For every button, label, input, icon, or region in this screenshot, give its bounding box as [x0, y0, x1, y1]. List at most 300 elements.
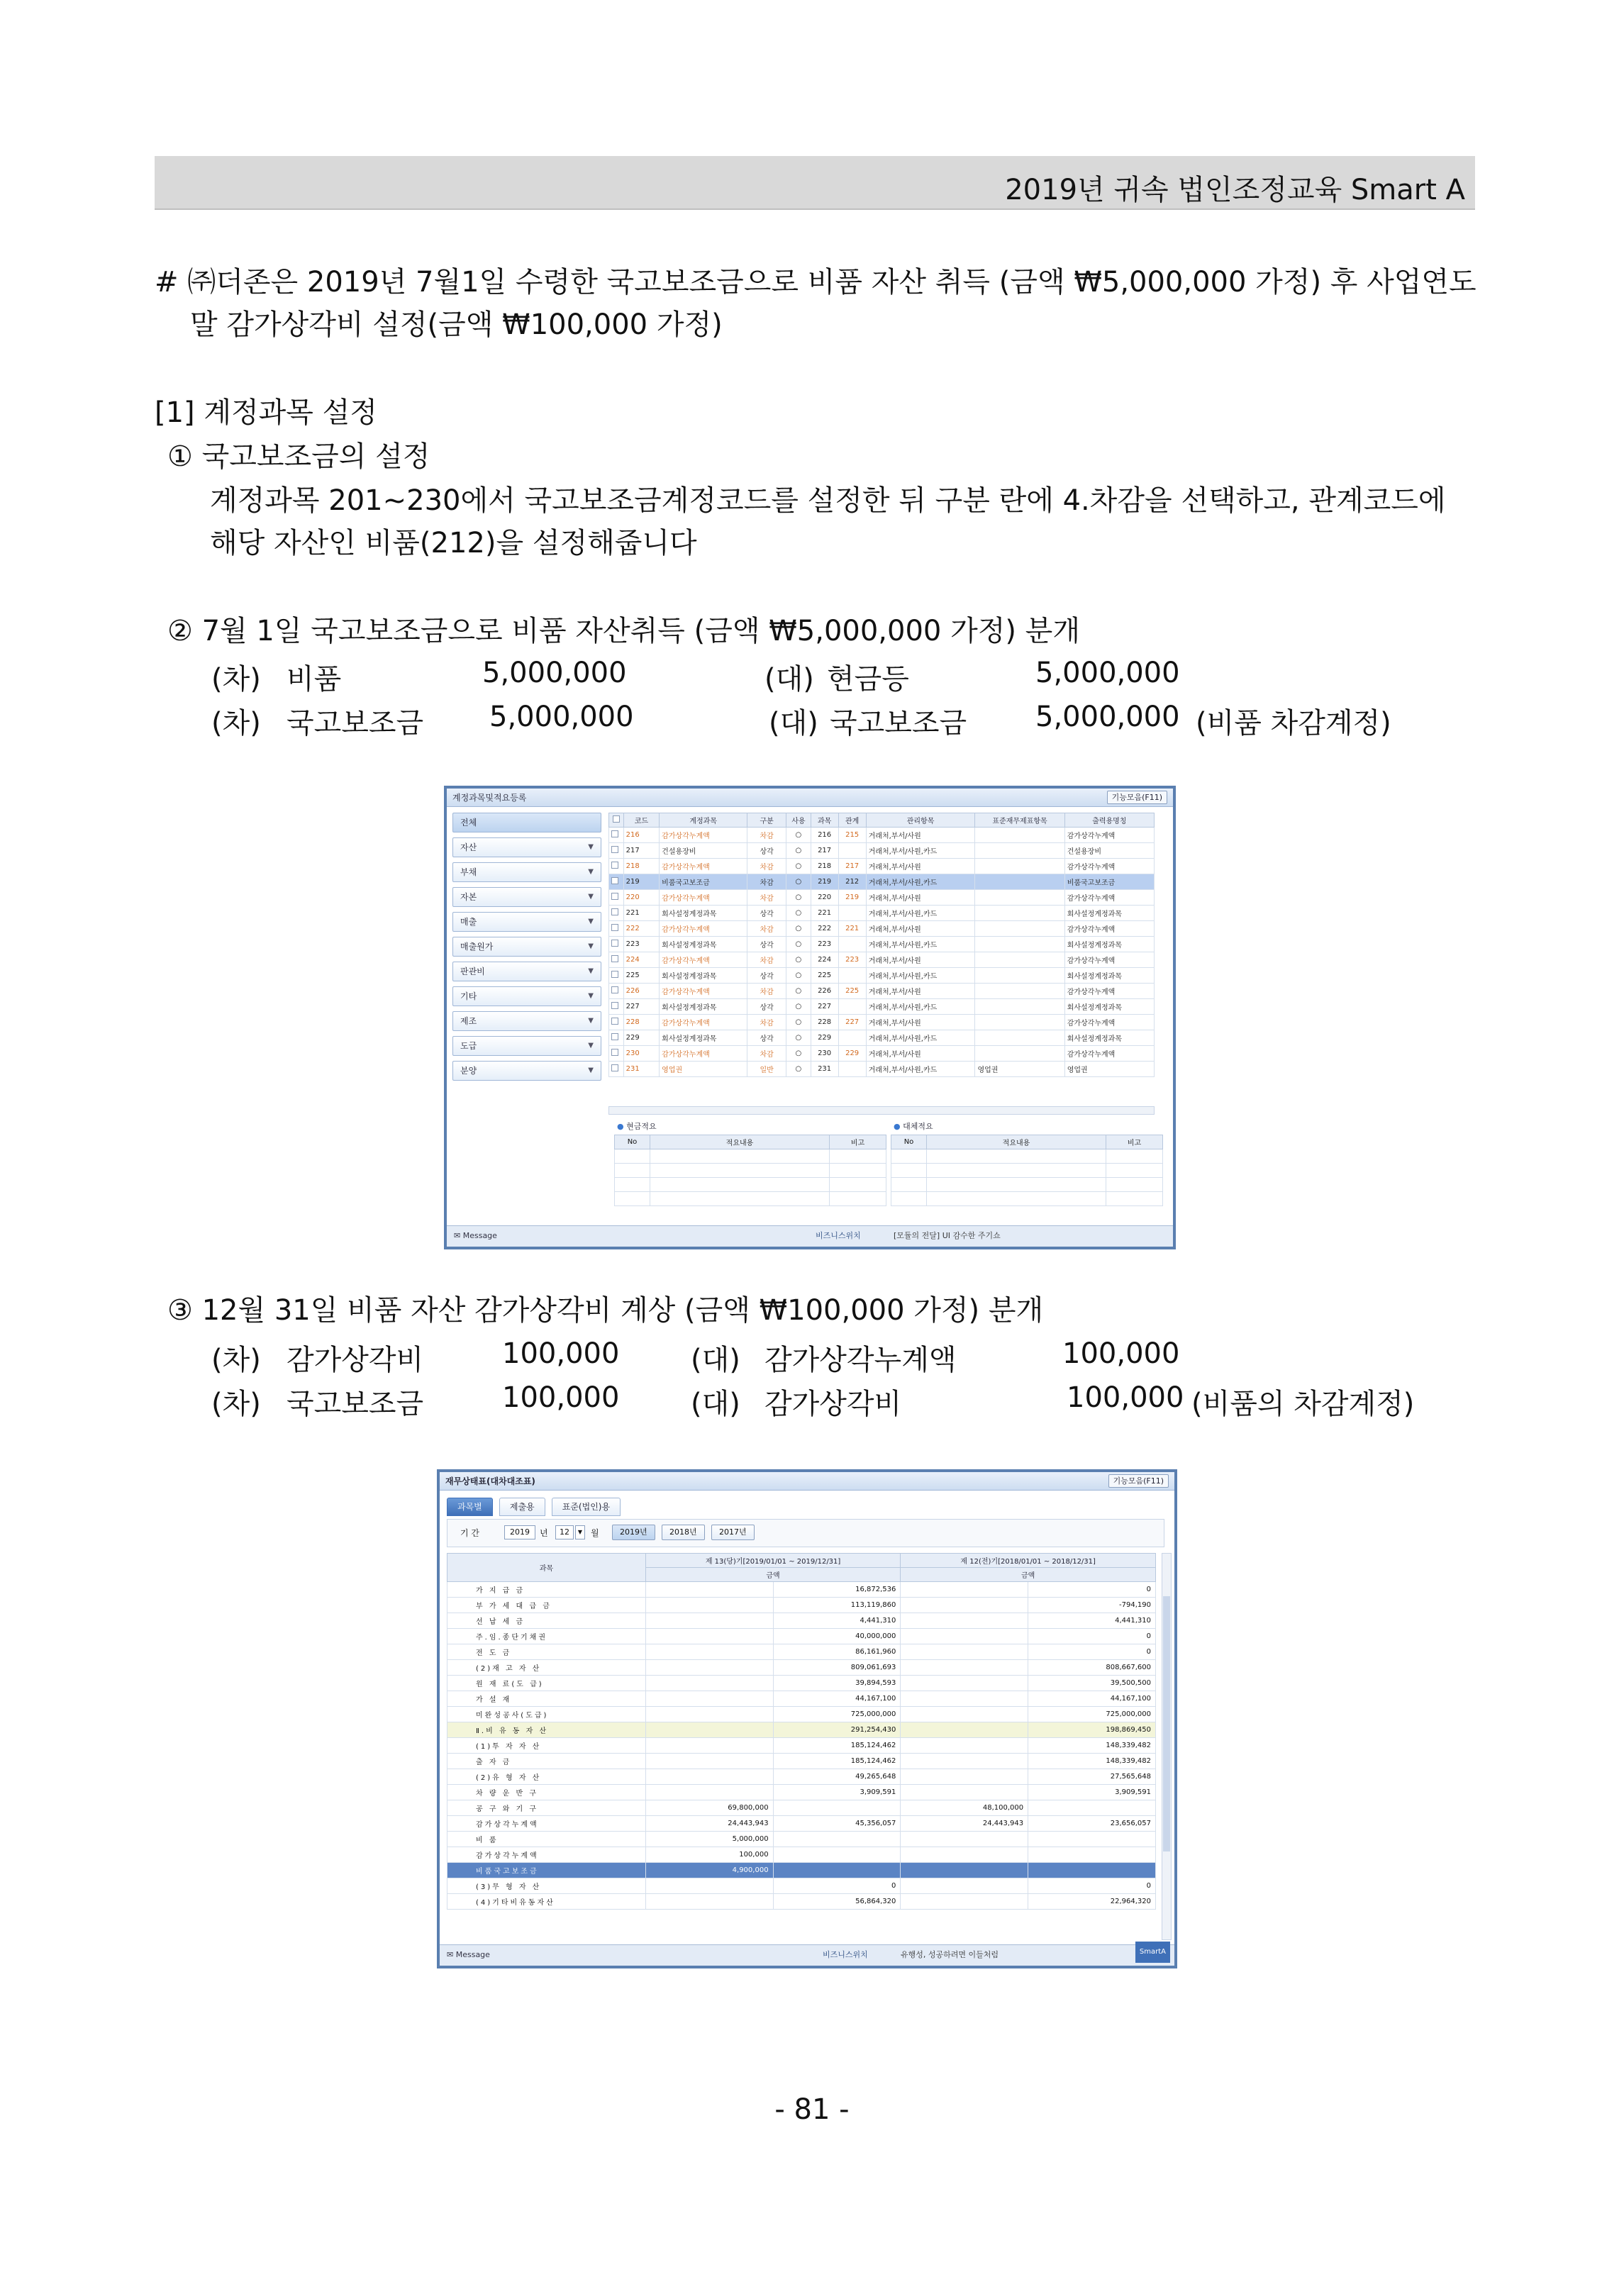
prior-detail-amount [901, 1676, 1028, 1691]
account-name: 비 품 [447, 1832, 646, 1847]
prior-total-amount: 39,500,500 [1028, 1676, 1156, 1691]
checkbox-icon[interactable] [611, 1064, 618, 1071]
table-row[interactable] [447, 1722, 1156, 1738]
row-checkbox[interactable] [609, 1015, 624, 1030]
message-icon[interactable]: ✉ [454, 1231, 463, 1240]
balance-sheet-window [437, 1469, 1177, 1968]
use-flag: ○ [786, 1062, 811, 1077]
category-liabilities[interactable] [452, 862, 601, 882]
entry-note: (비품 차감계정) [1196, 707, 1391, 740]
prior-total-amount: 23,656,057 [1028, 1816, 1156, 1832]
subject-code: 218 [811, 859, 838, 874]
relation-code: 215 [838, 828, 866, 843]
table-row[interactable] [615, 1164, 886, 1178]
message-label[interactable]: Message [455, 1950, 490, 1959]
row-checkbox[interactable] [609, 874, 624, 890]
table-row[interactable] [447, 1660, 1156, 1676]
row-checkbox[interactable] [609, 984, 624, 999]
row-checkbox[interactable] [609, 859, 624, 874]
column-header: 비고 [830, 1135, 886, 1149]
row-checkbox[interactable] [609, 999, 624, 1015]
row-checkbox[interactable] [609, 1062, 624, 1077]
scroll-thumb[interactable] [1163, 1596, 1170, 1851]
current-detail-amount [645, 1660, 773, 1676]
management-items: 거래처,부서/사원 [866, 828, 975, 843]
checkbox-icon[interactable] [611, 1049, 618, 1056]
prior-total-amount [1028, 1800, 1156, 1816]
relation-code: 229 [838, 1046, 866, 1062]
account-code: 222 [623, 921, 660, 937]
account-type: 상각 [747, 843, 786, 859]
select-all-header[interactable] [609, 813, 624, 828]
row-checkbox[interactable] [609, 952, 624, 968]
debit-marker: (차) [211, 663, 261, 696]
relation-code [838, 999, 866, 1015]
column-header: 제 13(당)기[2019/01/01 ~ 2019/12/31] [645, 1554, 901, 1568]
account-code: 228 [623, 1015, 660, 1030]
table-row[interactable] [447, 1863, 1156, 1878]
message-bar [447, 1225, 1173, 1247]
tab-submission[interactable]: 제출용 [499, 1498, 545, 1516]
current-detail-amount [645, 1644, 773, 1660]
table-row[interactable] [447, 1676, 1156, 1691]
debit-amount: 5,000,000 [482, 657, 627, 689]
checkbox-icon[interactable] [611, 846, 618, 853]
prior-total-amount [1028, 1832, 1156, 1847]
print-name: 감가상각누계액 [1064, 984, 1154, 999]
prior-total-amount: 27,565,648 [1028, 1769, 1156, 1785]
prior-total-amount: 148,339,482 [1028, 1738, 1156, 1754]
print-name: 회사설정계정과목 [1064, 1030, 1154, 1046]
subject-code: 216 [811, 828, 838, 843]
table-row[interactable] [447, 1769, 1156, 1785]
column-header: 금액 [901, 1568, 1156, 1582]
use-flag: ○ [786, 1015, 811, 1030]
relation-code [838, 1062, 866, 1077]
table-row[interactable] [609, 968, 1155, 984]
category-all[interactable] [452, 813, 601, 832]
account-type: 차감 [747, 952, 786, 968]
table-row[interactable] [447, 1847, 1156, 1863]
cash-memo-table [614, 1135, 886, 1206]
management-items: 거래처,부서/사원,카드 [866, 1030, 975, 1046]
checkbox-icon[interactable] [611, 1002, 618, 1009]
account-name: 감가상각누계액 [660, 952, 747, 968]
subject-code: 227 [811, 999, 838, 1015]
table-row[interactable] [609, 890, 1155, 906]
year-input[interactable]: 2019 [504, 1525, 535, 1539]
table-row[interactable] [609, 952, 1155, 968]
row-checkbox[interactable] [609, 906, 624, 921]
subject-code: 231 [811, 1062, 838, 1077]
category-manufacturing[interactable] [452, 1011, 601, 1031]
table-row[interactable] [615, 1192, 886, 1206]
transfer-memo-table [891, 1135, 1163, 1206]
row-checkbox[interactable] [609, 968, 624, 984]
management-items: 거래처,부서/사원,카드 [866, 968, 975, 984]
message-label[interactable]: Message [462, 1231, 497, 1240]
account-type: 상각 [747, 937, 786, 952]
row-checkbox[interactable] [609, 1030, 624, 1046]
section-title: [1] 계정과목 설정 [155, 396, 377, 429]
chevron-down-icon: ▼ [588, 843, 594, 851]
use-flag: ○ [786, 874, 811, 890]
current-detail-amount [645, 1722, 773, 1738]
account-type: 차감 [747, 1046, 786, 1062]
category-label: 부채 [460, 867, 477, 877]
account-name: 주.임.종단기채권 [447, 1629, 646, 1644]
table-row[interactable] [447, 1816, 1156, 1832]
table-row[interactable] [447, 1832, 1156, 1847]
account-code: 226 [623, 984, 660, 999]
table-row[interactable] [609, 843, 1155, 859]
prior-detail-amount [901, 1847, 1028, 1863]
prior-total-amount: 0 [1028, 1629, 1156, 1644]
account-type: 상각 [747, 906, 786, 921]
tab-by-account[interactable]: 과목별 [447, 1498, 493, 1516]
table-row[interactable] [447, 1613, 1156, 1629]
table-row[interactable] [447, 1629, 1156, 1644]
debit-account: 국고보조금 [287, 1388, 424, 1420]
column-header: 계정과목 [660, 813, 747, 828]
use-flag: ○ [786, 1046, 811, 1062]
account-type: 차감 [747, 828, 786, 843]
account-name: 부 가 세 대 급 금 [447, 1598, 646, 1613]
use-flag: ○ [786, 937, 811, 952]
message-icon[interactable]: ✉ [447, 1950, 456, 1959]
standard-fs-item [975, 1046, 1064, 1062]
account-code: 216 [623, 828, 660, 843]
table-row[interactable] [609, 906, 1155, 921]
prior-detail-amount [901, 1707, 1028, 1722]
table-row[interactable] [891, 1192, 1163, 1206]
row-checkbox[interactable] [609, 1046, 624, 1062]
account-name: 감가상각누계액 [447, 1816, 646, 1832]
current-total-amount: 185,124,462 [773, 1738, 901, 1754]
vertical-scrollbar[interactable] [1162, 1553, 1172, 1940]
account-name: 회사설정계정과목 [660, 999, 747, 1015]
credit-account: 현금등 [827, 663, 909, 696]
prior-detail-amount [901, 1785, 1028, 1800]
row-checkbox[interactable] [609, 921, 624, 937]
column-header: 사용 [786, 813, 811, 828]
table-row[interactable] [891, 1149, 1163, 1164]
category-label: 기타 [460, 991, 477, 1001]
step1-line-2: 해당 자산인 비품(212)을 설정해줍니다 [210, 527, 697, 559]
prior-total-amount: 4,441,310 [1028, 1613, 1156, 1629]
column-header: 과목 [447, 1554, 646, 1582]
window-titlebar [440, 1472, 1174, 1491]
category-assets[interactable] [452, 837, 601, 857]
table-row[interactable] [609, 999, 1155, 1015]
prior-total-amount: 44,167,100 [1028, 1691, 1156, 1707]
month-input[interactable]: 12 [555, 1525, 574, 1539]
column-header: 코드 [623, 813, 660, 828]
column-header: 금액 [645, 1568, 901, 1582]
account-name: 감가상각누계액 [660, 1015, 747, 1030]
table-row[interactable] [609, 828, 1155, 843]
relation-code: 223 [838, 952, 866, 968]
prior-total-amount: 148,339,482 [1028, 1754, 1156, 1769]
checkbox-icon[interactable] [611, 971, 618, 978]
category-sga[interactable] [452, 962, 601, 981]
debit-marker: (차) [211, 1388, 261, 1420]
table-row[interactable] [609, 921, 1155, 937]
table-row[interactable] [891, 1164, 1163, 1178]
page-number: - 81 - [774, 2093, 850, 2126]
table-row[interactable] [447, 1582, 1156, 1598]
account-type: 차감 [747, 1015, 786, 1030]
debit-account: 국고보조금 [287, 707, 424, 740]
print-name: 회사설정계정과목 [1064, 937, 1154, 952]
category-cogs[interactable] [452, 937, 601, 957]
running-header [155, 156, 1475, 210]
table-row[interactable] [891, 1178, 1163, 1192]
biz-label: 비즈니스위치 [823, 1950, 868, 1959]
credit-account: 감가상각비 [764, 1388, 902, 1420]
management-items: 거래처,부서/사원 [866, 952, 975, 968]
checkbox-icon[interactable] [611, 893, 618, 900]
account-type: 상각 [747, 968, 786, 984]
current-detail-amount: 5,000,000 [645, 1832, 773, 1847]
subject-code: 222 [811, 921, 838, 937]
print-name: 감가상각누계액 [1064, 859, 1154, 874]
checkbox-icon[interactable] [611, 877, 618, 884]
table-row[interactable] [609, 859, 1155, 874]
checkbox-icon[interactable] [611, 1033, 618, 1040]
standard-fs-item [975, 984, 1064, 999]
transfer-memo-title [894, 1120, 933, 1132]
chevron-down-icon: ▼ [588, 1042, 594, 1049]
table-row[interactable] [447, 1878, 1156, 1894]
current-total-amount: 49,265,648 [773, 1769, 901, 1785]
balance-sheet-table [447, 1553, 1156, 1910]
category-sale-in-lots[interactable] [452, 1061, 601, 1081]
column-header: 적요내용 [927, 1135, 1106, 1149]
current-detail-amount [645, 1754, 773, 1769]
current-detail-amount: 24,443,943 [645, 1816, 773, 1832]
function-menu-button[interactable]: 기능모음(F11) [1108, 1474, 1169, 1488]
row-checkbox[interactable] [609, 890, 624, 906]
current-total-amount [773, 1800, 901, 1816]
category-contract[interactable] [452, 1036, 601, 1056]
table-row[interactable] [447, 1800, 1156, 1816]
current-total-amount: 809,061,693 [773, 1660, 901, 1676]
window-title: 계정과목및적요등록 [452, 793, 527, 803]
chevron-down-icon: ▼ [588, 868, 594, 876]
step1-line-1: 계정과목 201~230에서 국고보조금계정코드를 설정한 뒤 구분 란에 4.차감을 선택하고, 관계코드에 [210, 484, 1446, 517]
account-name: 가 지 급 금 [447, 1582, 646, 1598]
prior-total-amount: 3,909,591 [1028, 1785, 1156, 1800]
prior-detail-amount [901, 1598, 1028, 1613]
column-header: 관리항목 [866, 813, 975, 828]
management-items: 거래처,부서/사원 [866, 1046, 975, 1062]
category-other[interactable] [452, 986, 601, 1006]
current-total-amount: 0 [773, 1878, 901, 1894]
table-row[interactable] [609, 1015, 1155, 1030]
current-detail-amount [645, 1598, 773, 1613]
account-type: 차감 [747, 984, 786, 999]
row-checkbox[interactable] [609, 828, 624, 843]
account-table [608, 813, 1155, 1077]
management-items: 거래처,부서/사원,카드 [866, 906, 975, 921]
print-name: 감가상각누계액 [1064, 921, 1154, 937]
chevron-down-icon: ▼ [588, 967, 594, 975]
print-name: 건설용장비 [1064, 843, 1154, 859]
subject-code: 225 [811, 968, 838, 984]
management-items: 거래처,부서/사원 [866, 921, 975, 937]
table-row[interactable] [447, 1598, 1156, 1613]
debit-amount: 5,000,000 [489, 701, 634, 733]
table-row[interactable] [447, 1691, 1156, 1707]
current-detail-amount [645, 1613, 773, 1629]
header-title: 2019년 귀속 법인조정교육 Smart A [1005, 174, 1465, 206]
management-items: 거래처,부서/사원 [866, 890, 975, 906]
prior-total-amount: 725,000,000 [1028, 1707, 1156, 1722]
period-label: 기 간 [460, 1528, 479, 1538]
table-row[interactable] [615, 1149, 886, 1164]
debit-marker: (차) [211, 1344, 261, 1376]
credit-amount: 100,000 [1067, 1381, 1184, 1414]
print-name: 감가상각누계액 [1064, 1046, 1154, 1062]
table-row[interactable] [447, 1785, 1156, 1800]
function-menu-button[interactable]: 기능모음(F11) [1107, 791, 1167, 804]
table-row[interactable] [609, 1062, 1155, 1077]
horizontal-scrollbar[interactable] [608, 1106, 1155, 1115]
account-name: 감가상각누계액 [660, 1046, 747, 1062]
step3-title: ③ 12월 31일 비품 자산 감가상각비 계상 (금액 ₩100,000 가정) 분개 [167, 1294, 1044, 1327]
month-dropdown-icon[interactable]: ▼ [575, 1525, 585, 1539]
subject-code: 230 [811, 1046, 838, 1062]
row-checkbox[interactable] [609, 843, 624, 859]
transfer-memo-label: 대체적요 [903, 1122, 933, 1131]
table-row[interactable] [447, 1738, 1156, 1754]
table-row[interactable] [609, 1030, 1155, 1046]
account-code: 217 [623, 843, 660, 859]
checkbox-icon[interactable] [611, 986, 618, 993]
table-row[interactable] [609, 1046, 1155, 1062]
category-label: 자산 [460, 842, 477, 852]
current-detail-amount: 69,800,000 [645, 1800, 773, 1816]
prior-detail-amount [901, 1863, 1028, 1878]
table-row[interactable] [447, 1894, 1156, 1910]
account-name: Ⅱ.비 유 동 자 산 [447, 1722, 646, 1738]
tab-standard-corporate[interactable]: 표준(법인)용 [552, 1498, 621, 1516]
print-name: 회사설정계정과목 [1064, 968, 1154, 984]
biz-text: 유행성, 성공하려면 이들처럼 [901, 1950, 999, 1959]
chevron-down-icon: ▼ [588, 893, 594, 901]
standard-fs-item [975, 874, 1064, 890]
table-row[interactable] [447, 1707, 1156, 1722]
relation-code [838, 843, 866, 859]
checkbox-icon[interactable] [613, 815, 620, 823]
current-total-amount: 16,872,536 [773, 1582, 901, 1598]
current-detail-amount: 4,900,000 [645, 1863, 773, 1878]
current-total-amount [773, 1832, 901, 1847]
current-detail-amount [645, 1707, 773, 1722]
checkbox-icon[interactable] [611, 862, 618, 869]
view-tabs [447, 1498, 623, 1516]
print-name: 회사설정계정과목 [1064, 906, 1154, 921]
current-total-amount [773, 1863, 901, 1878]
prior-total-amount [1028, 1863, 1156, 1878]
relation-code [838, 937, 866, 952]
credit-amount: 5,000,000 [1035, 701, 1180, 733]
year-button-2019[interactable]: 2019년 [612, 1525, 655, 1540]
checkbox-icon[interactable] [611, 924, 618, 931]
account-type: 차감 [747, 874, 786, 890]
use-flag: ○ [786, 968, 811, 984]
account-code: 225 [623, 968, 660, 984]
table-row[interactable] [447, 1754, 1156, 1769]
print-name: 감가상각누계액 [1064, 1015, 1154, 1030]
chevron-down-icon: ▼ [588, 942, 594, 950]
current-total-amount: 45,356,057 [773, 1816, 901, 1832]
account-name: (4)기타비유동자산 [447, 1894, 646, 1910]
current-total-amount: 3,909,591 [773, 1785, 901, 1800]
account-name: 선 납 세 금 [447, 1613, 646, 1629]
checkbox-icon[interactable] [611, 955, 618, 962]
chevron-down-icon: ▼ [588, 992, 594, 1000]
print-name: 감가상각누계액 [1064, 890, 1154, 906]
account-name: 가 설 재 [447, 1691, 646, 1707]
account-name: 감가상각누계액 [660, 828, 747, 843]
checkbox-icon[interactable] [611, 940, 618, 947]
credit-account: 감가상각누계액 [764, 1344, 957, 1376]
category-equity[interactable] [452, 887, 601, 907]
account-name: 감가상각누계액 [447, 1847, 646, 1863]
current-detail-amount [645, 1691, 773, 1707]
account-name: 영업권 [660, 1062, 747, 1077]
table-row[interactable] [609, 984, 1155, 999]
chevron-down-icon: ▼ [588, 1017, 594, 1025]
table-row[interactable] [609, 874, 1155, 890]
account-code: 230 [623, 1046, 660, 1062]
account-type: 상각 [747, 999, 786, 1015]
current-detail-amount [645, 1629, 773, 1644]
account-type: 차감 [747, 921, 786, 937]
category-label: 분양 [460, 1066, 477, 1076]
column-header: 구분 [747, 813, 786, 828]
current-total-amount: 44,167,100 [773, 1691, 901, 1707]
account-name: (3)무 형 자 산 [447, 1878, 646, 1894]
current-detail-amount [645, 1582, 773, 1598]
table-row[interactable] [447, 1644, 1156, 1660]
prior-total-amount: 22,964,320 [1028, 1894, 1156, 1910]
relation-code: 217 [838, 859, 866, 874]
checkbox-icon[interactable] [611, 908, 618, 915]
account-name: 감가상각누계액 [660, 890, 747, 906]
subject-code: 226 [811, 984, 838, 999]
checkbox-icon[interactable] [611, 830, 618, 837]
row-checkbox[interactable] [609, 937, 624, 952]
account-code: 221 [623, 906, 660, 921]
table-row[interactable] [609, 937, 1155, 952]
account-name: 전 도 금 [447, 1644, 646, 1660]
category-sales[interactable] [452, 912, 601, 932]
message-bar [440, 1944, 1174, 1966]
management-items: 거래처,부서/사원,카드 [866, 1062, 975, 1077]
account-name: 원 재 료(도 급) [447, 1676, 646, 1691]
current-total-amount: 4,441,310 [773, 1613, 901, 1629]
period-filter-bar [447, 1519, 1164, 1547]
year-button-2018[interactable]: 2018년 [662, 1525, 705, 1540]
relation-code [838, 906, 866, 921]
year-button-2017[interactable]: 2017년 [711, 1525, 755, 1540]
checkbox-icon[interactable] [611, 1018, 618, 1025]
current-detail-amount [645, 1894, 773, 1910]
table-row[interactable] [615, 1178, 886, 1192]
